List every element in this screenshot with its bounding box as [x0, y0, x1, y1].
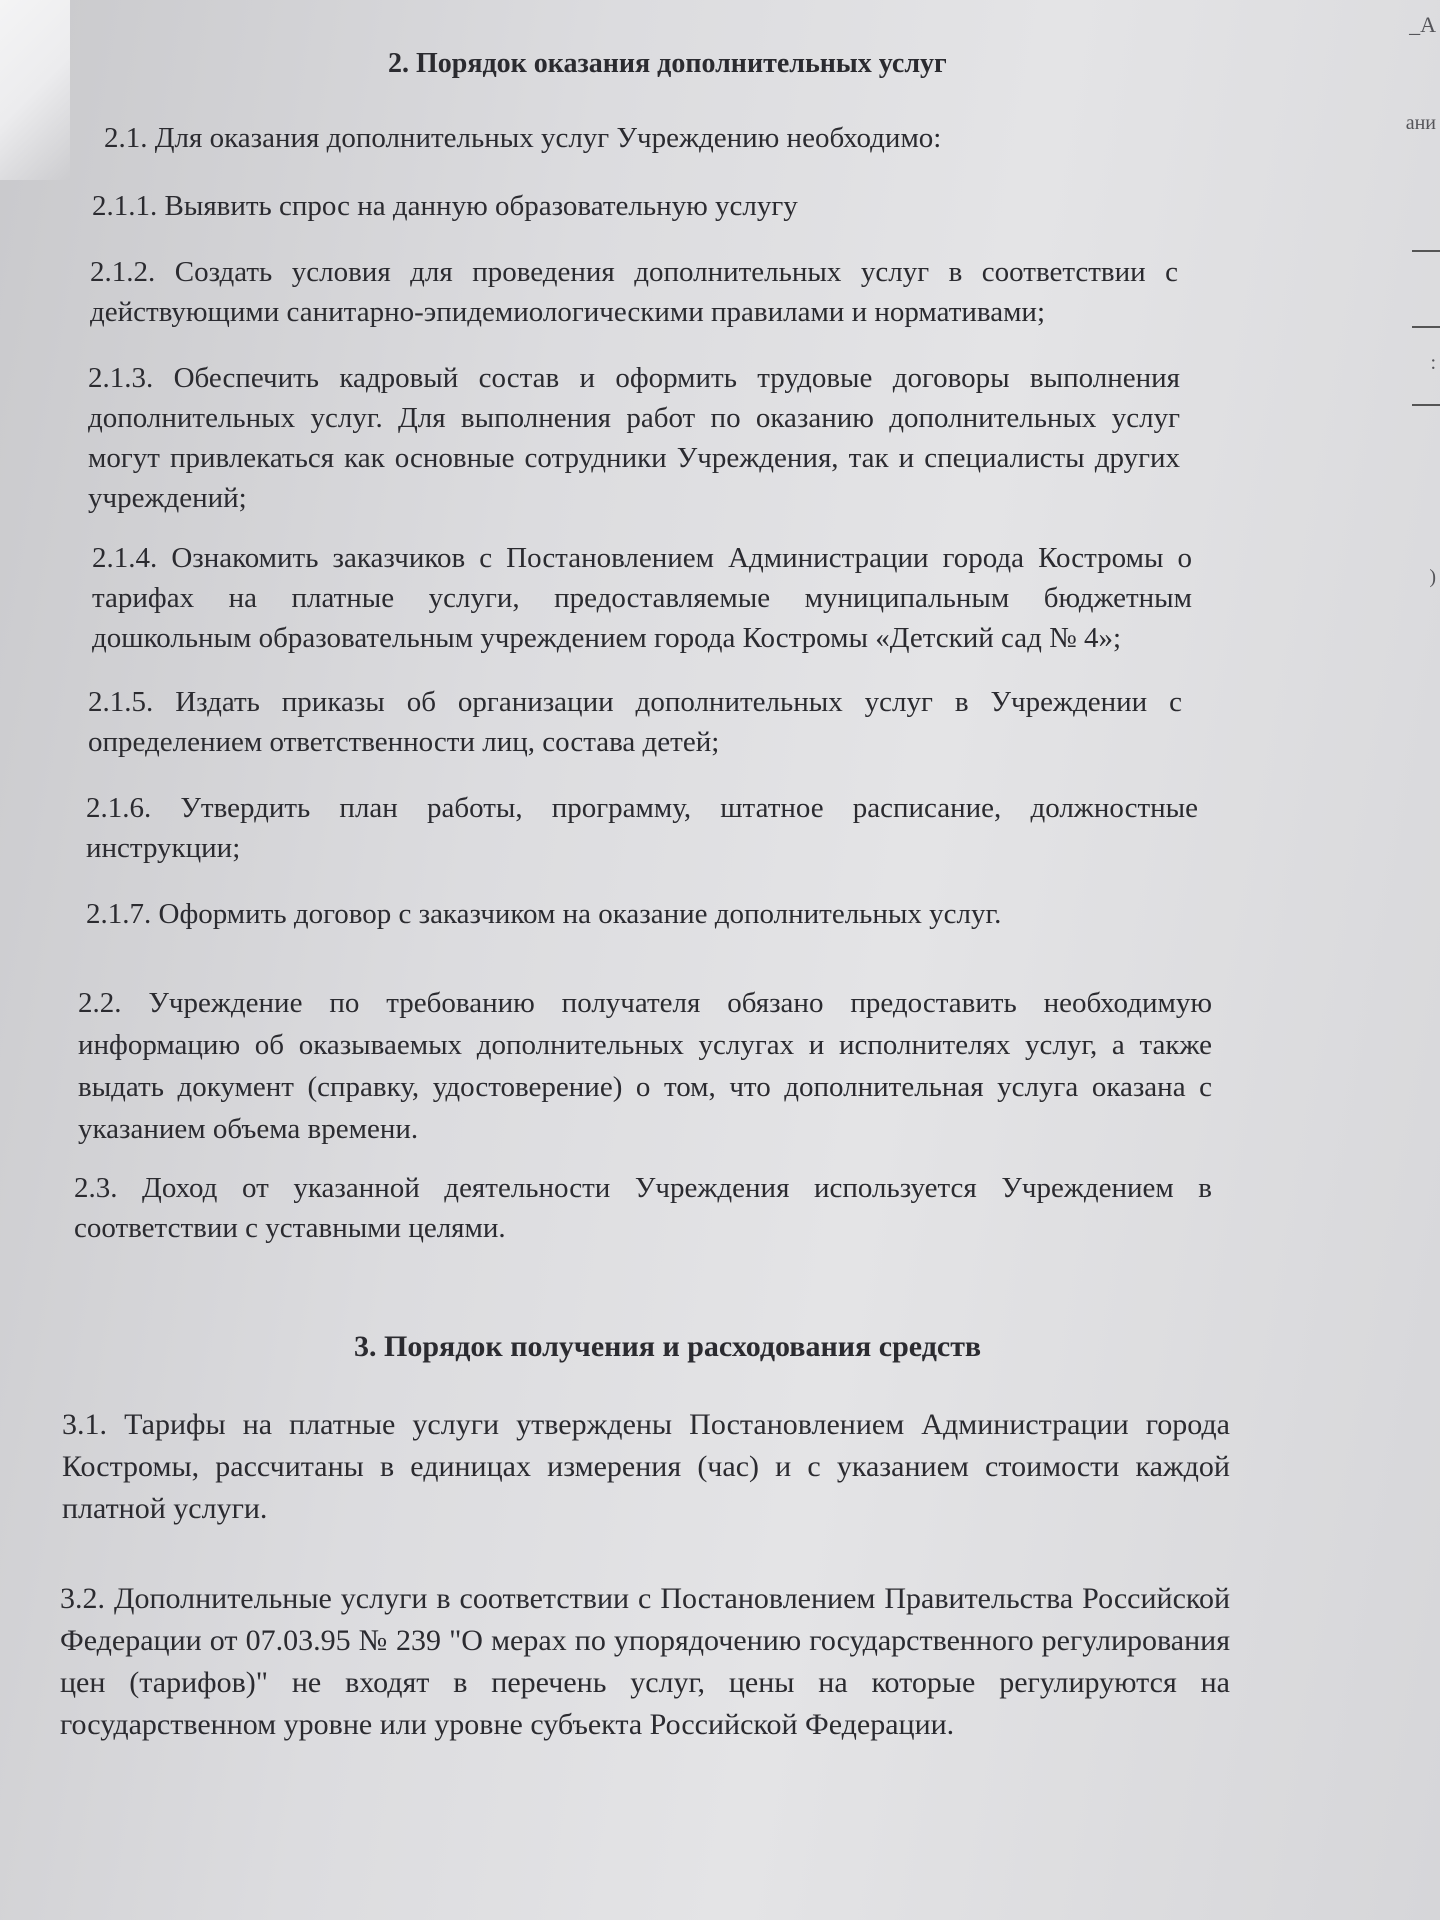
edge-colon: : [1430, 352, 1436, 374]
paragraph-2-2: 2.2. Учреждение по требованию получателя обязано предоставить необходимую информацию об оказываемых дополнительных услугах и исполнителях услуг, а также выдать документ (справку, удостоверение) о том, что дополнительная услуга оказана с указанием объема времени. [78, 987, 1212, 1145]
adjacent-page-edge [1400, 0, 1440, 1920]
edge-line [1412, 326, 1440, 328]
paragraph-2-1-7: 2.1.7. Оформить договор с заказчиком на оказание дополнительных услуг. [86, 898, 1002, 930]
paragraph-2-1-1: 2.1.1. Выявить спрос на данную образовательную услугу [92, 190, 798, 222]
edge-line [1412, 404, 1440, 406]
paragraph-2-1: 2.1. Для оказания дополнительных услуг Учреждению необходимо: [104, 122, 942, 154]
paragraph-2-1-5: 2.1.5. Издать приказы об организации дополнительных услуг в Учреждении с определением ответственности лиц, состава детей; [88, 686, 1182, 758]
paragraph-3-1: 3.1. Тарифы на платные услуги утверждены Постановлением Администрации города Костромы, рассчитаны в единицах измерения (час) и с указанием стоимости каждой платной услуги. [62, 1408, 1230, 1525]
paragraph-2-3: 2.3. Доход от указанной деятельности Учреждения используется Учреждением в соответствии с уставными целями. [74, 1172, 1212, 1244]
section-2-title: 2. Порядок оказания дополнительных услуг [388, 48, 947, 79]
paragraph-2-1-6: 2.1.6. Утвердить план работы, программу, штатное расписание, должностные инструкции; [86, 792, 1198, 864]
page-corner-fold [0, 0, 70, 180]
section-3-title: 3. Порядок получения и расходования средств [354, 1330, 982, 1363]
paragraph-2-1-4: 2.1.4. Ознакомить заказчиков с Постановлением Администрации города Костромы о тарифах на платные услуги, предоставляемые муниципальным бюджетным дошкольным образовательным учреждением города Костромы «Детский сад № 4»; [92, 542, 1192, 654]
document-page [60, 40, 1392, 1860]
edge-line [1412, 250, 1440, 252]
edge-paren: ) [1429, 566, 1436, 588]
paragraph-2-1-2: 2.1.2. Создать условия для проведения дополнительных услуг в соответствии с действующими санитарно-эпидемиологическими правилами и нормативами; [90, 256, 1178, 328]
edge-text-top: _А [1409, 12, 1436, 37]
paragraph-3-2: 3.2. Дополнительные услуги в соответствии с Постановлением Правительства Российской Федерации от 07.03.95 № 239 "О мерах по упорядочению государственного регулирования цен (тарифов)" не входят в перечень услуг, цены на которые регулируются на государственном уровне или уровне субъекта Российской Федерации. [60, 1582, 1230, 1741]
edge-text-fragment: ани [1405, 112, 1436, 134]
paragraph-2-1-3: 2.1.3. Обеспечить кадровый состав и оформить трудовые договоры выполнения дополнительных услуг. Для выполнения работ по оказанию дополнительных услуг могут привлекаться как основные сотрудники Учреждения, так и специалисты других учреждений; [88, 362, 1180, 514]
